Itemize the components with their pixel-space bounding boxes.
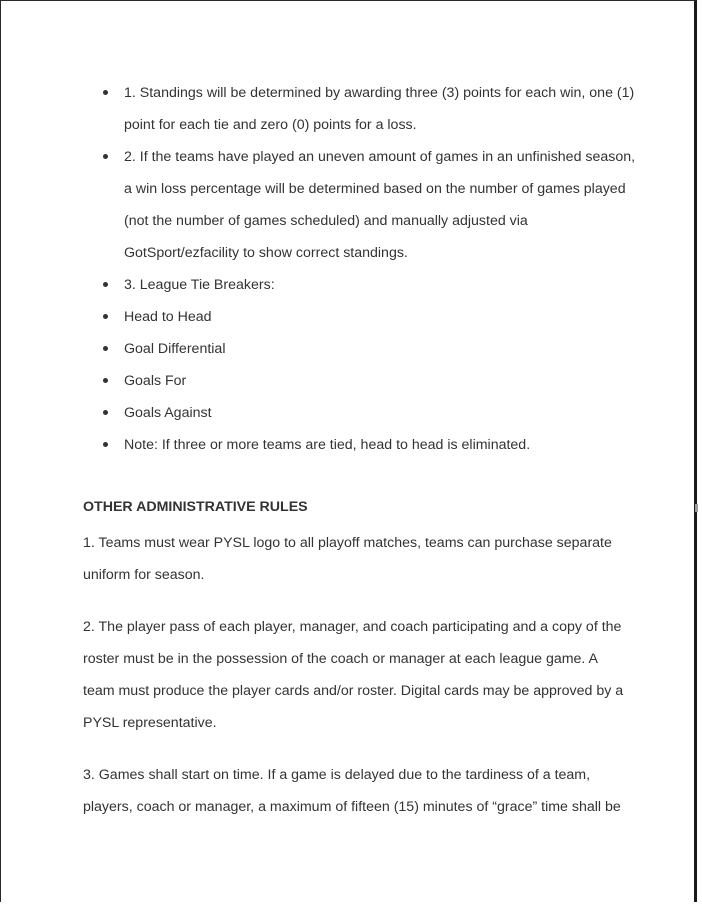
rule-paragraph: 2. The player pass of each player, manager, and coach participating and a copy of the roster must be in the possession of the coach or manager at each league game. A team must produce the player cards and/or roster. Digital cards may be approved by a PYSL representative.: [83, 619, 624, 731]
bullet-text: Goal Differential: [124, 341, 226, 357]
bullet-dot-icon: [103, 410, 108, 415]
bullet-dot-icon: [103, 314, 108, 319]
bullet-item: [101, 141, 641, 269]
bullet-item: [101, 397, 641, 429]
bullet-text: Goals Against: [124, 405, 212, 421]
bullet-dot-icon: [103, 282, 108, 287]
rule-paragraph: 1. Teams must wear PYSL logo to all playoff matches, teams can purchase separate uniform for season.: [83, 535, 612, 583]
bullet-dot-icon: [103, 154, 108, 159]
bullet-text: 3. League Tie Breakers:: [124, 277, 275, 293]
bullet-item: [101, 365, 641, 397]
section-heading: OTHER ADMINISTRATIVE RULES: [83, 499, 308, 515]
standings-bullet-list: [101, 77, 641, 461]
bullet-item: [101, 301, 641, 333]
bullet-text: 2. If the teams have played an uneven amount of games in an unfinished season, a win loss percentage will be determined based on the number of games played (not the number of games scheduled) and manually adjusted via GotSport/ezfacility to show correct standings.: [124, 149, 636, 261]
bullet-dot-icon: [103, 346, 108, 351]
bullet-text: Goals For: [124, 373, 187, 389]
bullet-dot-icon: [103, 378, 108, 383]
bullet-text: Head to Head: [124, 309, 212, 325]
bullet-item: [101, 429, 641, 461]
bullet-dot-icon: [103, 90, 108, 95]
rule-paragraph: 3. Games shall start on time. If a game is delayed due to the tardiness of a team, players, coach or manager, a maximum of fifteen (15) minutes of “grace” time shall be: [83, 767, 621, 815]
bullet-dot-icon: [103, 442, 108, 447]
bullet-item: [101, 77, 641, 141]
bullet-item: [101, 269, 641, 301]
bullet-text: Note: If three or more teams are tied, head to head is eliminated.: [124, 437, 531, 453]
page-edge-marker: [695, 504, 698, 512]
bullet-item: [101, 333, 641, 365]
bullet-text: 1. Standings will be determined by awarding three (3) points for each win, one (1) point for each tie and zero (0) points for a loss.: [124, 85, 635, 133]
